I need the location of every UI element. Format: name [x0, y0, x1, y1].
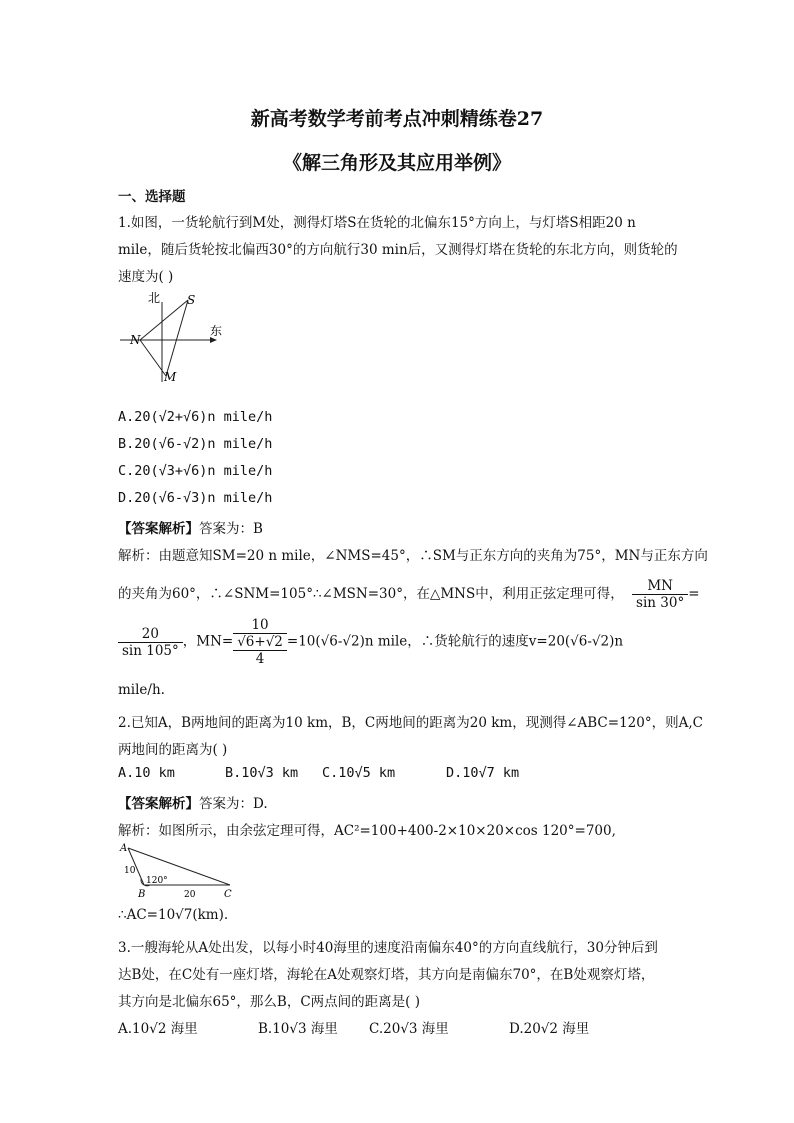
point-c-label: C — [224, 889, 232, 900]
q1-explanation-line2 — [118, 578, 700, 611]
page-title: 新高考数学考前考点冲刺精练卷27 — [250, 108, 544, 130]
q2-diagram — [118, 842, 240, 902]
fraction-denominator: sin 105° — [122, 642, 179, 659]
q2-explanation-line2: ∴AC=10√7(km). — [118, 907, 229, 923]
side-bc-label: 20 — [184, 890, 196, 900]
answer-tag: 【答案解析】 — [118, 521, 199, 537]
fraction-mn-value — [233, 617, 287, 667]
q1-option-c: C.20(√3+√6)n mile/h — [118, 463, 273, 479]
q2-text-line1: 2.已知A，B两地间的距离为10 km，B，C两地间的距离为20 km，现测得∠ABC=120°，则A,C — [118, 715, 703, 731]
q2-explanation-line1: 解析：如图所示，由余弦定理可得，AC²=100+400-2×10×20×cos 120°=700, — [118, 823, 616, 839]
q3-text-line1: 3.一艘海轮从A处出发，以每小时40海里的速度沿南偏东40°的方向直线航行，30分钟后到 — [118, 940, 658, 956]
segment-ac — [128, 848, 230, 885]
point-a-label: A — [120, 843, 128, 854]
answer-tag: 【答案解析】 — [118, 796, 199, 812]
fraction-20 — [118, 626, 183, 659]
q2-option-c: C.10√5 km — [322, 765, 396, 781]
q1-explanation-line4: mile/h. — [118, 682, 165, 698]
equals-sign: = — [688, 586, 700, 602]
q2-option-b: B.10√3 km — [225, 765, 299, 781]
q1-option-d: D.20(√6-√3)n mile/h — [118, 490, 273, 506]
q1-answer — [118, 517, 263, 537]
q1-option-b: B.20(√6-√2)n mile/h — [118, 436, 273, 452]
explanation-text: ，MN= — [182, 633, 234, 650]
point-m-label: M — [164, 370, 177, 384]
q1-explanation-line3 — [118, 617, 623, 667]
fraction-numerator: 10 — [233, 617, 287, 634]
q3-option-a: A.10√2 海里 — [118, 1021, 198, 1037]
fraction-numerator: MN — [632, 578, 688, 595]
q1-text-line1: 1.如图，一货轮航行到M处，测得灯塔S在货轮的北偏东15°方向上，与灯塔S相距20 n — [118, 215, 636, 231]
explanation-text: 的夹角为60°，∴∠SNM=105°∴∠MSN=30°，在△MNS中，利用正弦定理可得， — [118, 586, 624, 602]
point-n-label: N — [130, 333, 141, 347]
fraction-mn — [632, 578, 688, 611]
side-ab-label: 10 — [124, 866, 136, 876]
q1-text-line2: mile，随后货轮按北偏西30°的方向航行30 min后，又测得灯塔在货轮的东北方向，则货轮的 — [118, 242, 678, 258]
q2-option-d: D.10√7 km — [446, 765, 520, 781]
q1-option-a: A.20(√2+√6)n mile/h — [118, 409, 273, 425]
q1-explanation-line1: 解析：由题意知SM=20 n mile，∠NMS=45°，∴SM与正东方向的夹角为75°，MN与正东方向 — [118, 548, 708, 564]
section-heading: 一、选择题 — [118, 189, 186, 205]
q3-text-line2: 达B处，在C处有一座灯塔，海轮在A处观察灯塔，其方向是南偏东70°，在B处观察灯塔， — [118, 967, 655, 983]
q2-option-a: A.10 km — [118, 765, 175, 781]
q3-option-b: B.10√3 海里 — [258, 1021, 338, 1037]
page-subtitle: 《解三角形及其应用举例》 — [282, 152, 511, 174]
point-b-label: B — [138, 889, 146, 900]
segment-sm — [166, 300, 188, 376]
fraction-denominator-top: √6+√2 — [233, 634, 287, 651]
angle-label: 120° — [146, 876, 168, 886]
north-label: 北 — [148, 291, 161, 305]
segment-ns — [140, 300, 188, 340]
answer-text: 答案为：B — [199, 521, 263, 537]
q1-diagram — [116, 288, 236, 392]
q2-answer — [118, 792, 268, 812]
answer-text: 答案为：D. — [199, 796, 268, 812]
q2-text-line2: 两地间的距离为( ) — [118, 742, 228, 758]
fraction-denominator: sin 30° — [636, 595, 685, 611]
fraction-denominator-bottom: 4 — [255, 651, 265, 667]
fraction-numerator: 20 — [118, 626, 183, 643]
explanation-text: =10(√6-√2)n mile，∴货轮航行的速度v=20(√6-√2)n — [286, 633, 624, 650]
q3-option-c: C.20√3 海里 — [369, 1021, 449, 1037]
q3-option-d: D.20√2 海里 — [509, 1021, 590, 1037]
q3-text-line3: 其方向是北偏东65°，那么B，C两点间的距离是( ) — [118, 994, 421, 1010]
q1-text-line3: 速度为( ) — [118, 269, 174, 285]
point-s-label: S — [187, 293, 196, 307]
east-label: 东 — [210, 324, 223, 338]
